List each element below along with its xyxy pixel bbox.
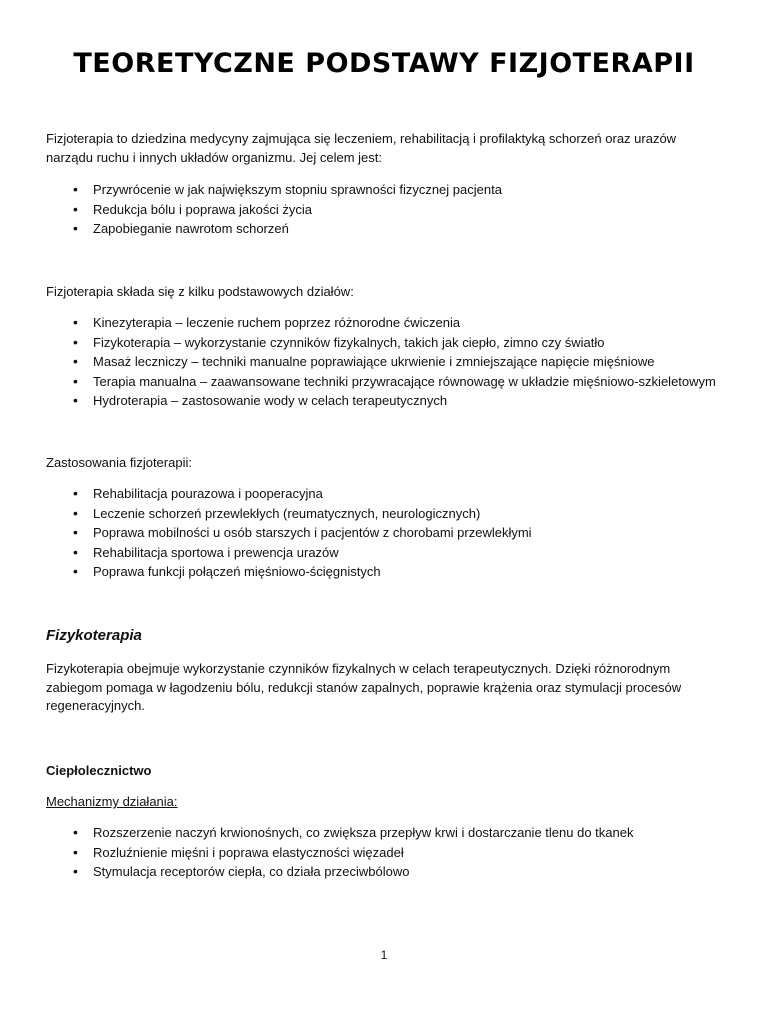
list-item: • Rehabilitacja sportowa i prewencja urazów — [46, 543, 736, 563]
heat-therapy-heading: Ciepłolecznictwo — [46, 763, 152, 778]
list-item: • Terapia manualna – zaawansowane techniki przywracające równowagę w układzie mięśniowo-szkieletowym — [46, 372, 736, 392]
list-item: • Poprawa funkcji połączeń mięśniowo-ścięgnistych — [46, 562, 736, 582]
list-item: • Leczenie schorzeń przewlekłych (reumatycznych, neurologicznych) — [46, 504, 736, 524]
list-item: • Rozluźnienie mięśni i poprawa elastyczności więzadeł — [46, 843, 736, 863]
page-number: 1 — [380, 948, 388, 962]
intro-paragraph: Fizjoterapia to dziedzina medycyny zajmująca się leczeniem, rehabilitacją i profilaktyką schorzeń oraz urazów narządu ruchu i innych układów organizmu. Jej celem jest: — [46, 131, 677, 165]
list-item: • Hydroterapia – zastosowanie wody w celach terapeutycznych — [46, 391, 736, 411]
applications-list — [46, 484, 736, 582]
list-item: • Masaż leczniczy – techniki manualne poprawiające ukrwienie i zmniejszające napięcie mięśniowe — [46, 352, 736, 372]
list-item: • Poprawa mobilności u osób starszych i pacjentów z chorobami przewlekłymi — [46, 523, 736, 543]
list-item: • Stymulacja receptorów ciepła, co działa przeciwbólowo — [46, 862, 736, 882]
list-item: • Przywrócenie w jak największym stopniu sprawności fizycznej pacjenta — [46, 180, 736, 200]
divisions-list — [46, 313, 736, 411]
physiotherapy-paragraph: Fizykoterapia obejmuje wykorzystanie czynników fizykalnych w celach terapeutycznych. Dzięki różnorodnym zabiegom pomaga w łagodzeniu bólu, redukcji stanów zapalnych, poprawie krążenia oraz stymulacji procesów regeneracyjnych. — [46, 661, 682, 713]
list-item: • Fizykoterapia – wykorzystanie czynników fizykalnych, takich jak ciepło, zimno czy światło — [46, 333, 736, 353]
list-item: • Zapobieganie nawrotom schorzeń — [46, 219, 736, 239]
mechanisms-label: Mechanizmy działania: — [46, 794, 178, 809]
physiotherapy-heading: Fizykoterapia — [46, 627, 142, 644]
goals-list — [46, 180, 736, 239]
list-item: • Redukcja bólu i poprawa jakości życia — [46, 200, 736, 220]
list-item: • Kinezyterapia – leczenie ruchem poprzez różnorodne ćwiczenia — [46, 313, 736, 333]
mechanisms-list — [46, 823, 736, 882]
list-item: • Rozszerzenie naczyń krwionośnych, co zwiększa przepływ krwi i dostarczanie tlenu do tkanek — [46, 823, 736, 843]
list-item: • Rehabilitacja pourazowa i pooperacyjna — [46, 484, 736, 504]
document-title: TEORETYCZNE PODSTAWY FIZJOTERAPII — [73, 48, 695, 79]
applications-intro: Zastosowania fizjoterapii: — [46, 455, 192, 470]
divisions-intro: Fizjoterapia składa się z kilku podstawowych działów: — [46, 284, 354, 299]
